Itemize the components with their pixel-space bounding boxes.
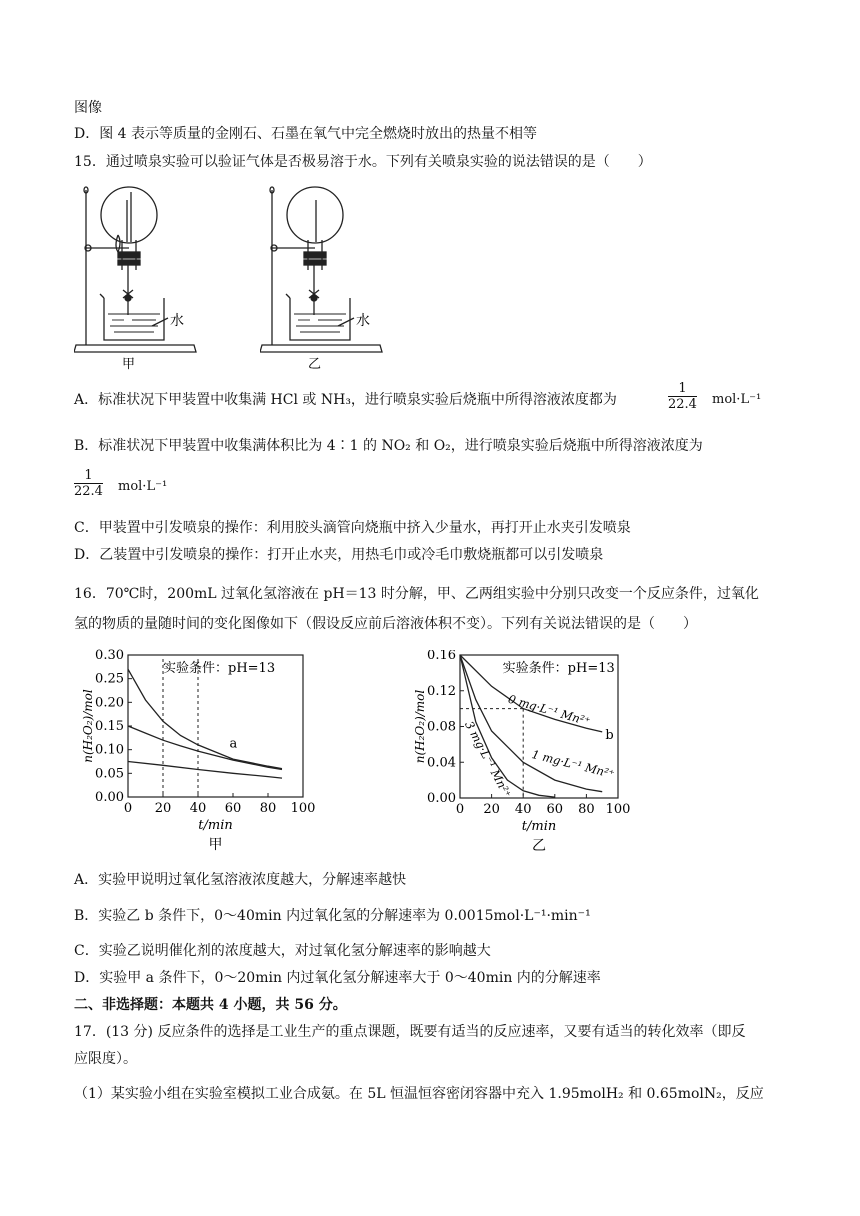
unit: mol·L⁻¹ bbox=[712, 392, 762, 407]
water-label-yi: 水 bbox=[356, 313, 370, 329]
x-tick-label: 60 bbox=[546, 802, 564, 817]
q16-option-a: A．实验甲说明过氧化氢溶液浓度越大，分解速率越快 bbox=[74, 872, 407, 888]
q16-option-c: C．实验乙说明催化剂的浓度越大，对过氧化氢分解速率的影响越大 bbox=[74, 943, 491, 959]
fraction: $\frac{1}{22.4}$ bbox=[74, 468, 103, 499]
q15-option-d: D．乙装置中引发喷泉的操作：打开止水夹，用热毛巾或冷毛巾敷烧瓶都可以引发喷泉 bbox=[74, 547, 604, 563]
y-tick-label: 0.30 bbox=[95, 648, 124, 663]
series-label: 0 mg·L⁻¹ Mn²⁺ bbox=[506, 691, 592, 729]
chart-caption: 乙 bbox=[532, 838, 546, 854]
chart-caption: 甲 bbox=[208, 837, 223, 853]
x-tick-label: 60 bbox=[224, 801, 242, 816]
q17-stem-1: 17．(13 分) 反应条件的选择是工业生产的重点课题，既要有适当的反应速率，又要有适当的转化效率（即反 bbox=[74, 1024, 746, 1040]
q17-part-1: （1）某实验小组在实验室模拟工业合成氨。在 5L 恒温恒容密闭容器中充入 1.95molH₂ 和 0.65molN₂，反应 bbox=[74, 1086, 764, 1102]
x-tick-label: 20 bbox=[154, 801, 172, 816]
option-d-prev: D．图 4 表示等质量的金刚石、石墨在氧气中完全燃烧时放出的热量不相等 bbox=[74, 126, 538, 142]
y-tick-label: 0.16 bbox=[427, 650, 456, 663]
x-tick-label: 80 bbox=[578, 802, 595, 817]
q15-option-c: C．甲装置中引发喷泉的操作：利用胶头滴管向烧瓶中挤入少量水，再打开止水夹引发喷泉 bbox=[74, 520, 631, 536]
x-tick-label: 100 bbox=[605, 802, 631, 817]
caption-jia: 甲 bbox=[122, 357, 136, 370]
q16-stem-2: 氢的物质的量随时间的变化图像如下（假设反应前后溶液体积不变）。下列有关说法错误的是（ ） bbox=[74, 616, 697, 632]
y-tick-label: 0.10 bbox=[95, 742, 124, 758]
series-line-1 bbox=[128, 669, 282, 768]
plot-frame bbox=[128, 655, 303, 797]
chart-annotation: 实验条件：pH=13 bbox=[502, 661, 615, 676]
x-tick-label: 40 bbox=[514, 802, 532, 817]
series-label: 3 mg·L⁻¹ Mn²⁺ bbox=[462, 718, 515, 801]
series-name: a bbox=[229, 736, 238, 752]
q16-option-b: B．实验乙 b 条件下，0～40min 内过氧化氢的分解速率为 0.0015mol·L⁻¹·min⁻¹ bbox=[74, 908, 591, 924]
y-tick-label: 0.00 bbox=[427, 791, 456, 806]
apparatus-yi bbox=[260, 180, 390, 370]
unit: mol·L⁻¹ bbox=[118, 479, 168, 494]
q15-option-a: A．标准状况下甲装置中收集满 HCl 或 NH₃，进行喷泉实验后烧瓶中所得溶液浓度都为 bbox=[74, 392, 617, 408]
x-tick-label: 40 bbox=[189, 801, 207, 816]
water-label-jia: 水 bbox=[170, 313, 184, 329]
y-tick-label: 0.05 bbox=[95, 766, 124, 782]
y-tick-label: 0.25 bbox=[95, 671, 124, 687]
y-tick-label: 0.12 bbox=[427, 683, 456, 699]
text-line: 图像 bbox=[74, 100, 102, 116]
y-axis-label: n(H₂O₂)/mol bbox=[413, 689, 427, 764]
q16-stem-1: 16．70℃时，200mL 过氧化氢溶液在 pH＝13 时分解，甲、乙两组实验中分别只改变一个反应条件，过氧化 bbox=[74, 586, 759, 602]
x-tick-label: 0 bbox=[123, 801, 133, 816]
chart-annotation: 实验条件：pH=13 bbox=[163, 661, 276, 676]
apparatus-jia bbox=[74, 180, 204, 370]
q16-option-d: D．实验甲 a 条件下，0～20min 内过氧化氢分解速率大于 0～40min 内的分解速率 bbox=[74, 970, 601, 986]
series-name: b bbox=[605, 728, 614, 744]
q15-stem: 15．通过喷泉实验可以验证气体是否极易溶于水。下列有关喷泉实验的说法错误的是（ ） bbox=[74, 154, 652, 170]
x-axis-label: t/min bbox=[521, 819, 557, 834]
q15-option-b: B．标准状况下甲装置中收集满体积比为 4∶1 的 NO₂ 和 O₂，进行喷泉实验后烧瓶中所得溶液浓度为 bbox=[74, 438, 703, 454]
section-heading: 二、非选择题：本题共 4 小题，共 56 分。 bbox=[74, 997, 347, 1013]
x-axis-label: t/min bbox=[198, 818, 233, 833]
caption-yi: 乙 bbox=[308, 357, 322, 370]
y-tick-label: 0.04 bbox=[427, 755, 456, 771]
fraction: $\frac{1}{22.4}$ bbox=[668, 381, 697, 412]
x-tick-label: 80 bbox=[259, 801, 277, 816]
x-tick-label: 20 bbox=[483, 802, 500, 817]
x-tick-label: 100 bbox=[290, 801, 316, 816]
chart-jia bbox=[72, 645, 332, 865]
y-tick-label: 0.00 bbox=[95, 790, 124, 805]
series-label: 1 mg·L⁻¹ Mn²⁺ bbox=[530, 747, 616, 782]
y-axis-label: n(H₂O₂)/mol bbox=[81, 689, 95, 763]
y-tick-label: 0.15 bbox=[95, 719, 124, 734]
y-tick-label: 0.08 bbox=[427, 719, 456, 735]
chart-yi bbox=[400, 650, 650, 865]
y-tick-label: 0.20 bbox=[95, 695, 124, 711]
x-tick-label: 0 bbox=[455, 802, 465, 817]
q17-stem-2: 应限度）。 bbox=[74, 1051, 137, 1067]
